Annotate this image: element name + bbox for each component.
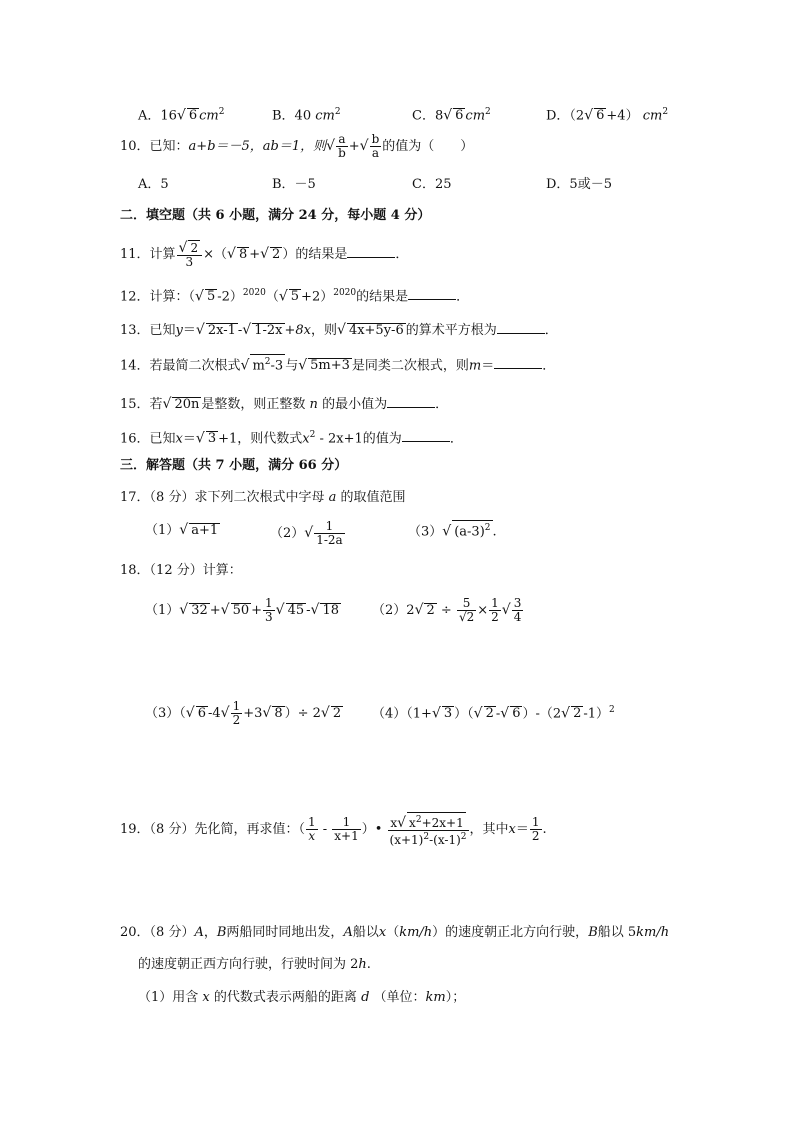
q14-answer-blank[interactable] (494, 356, 542, 369)
question-18: 18．（12 分）计算： (120, 563, 242, 578)
section-2-title: 二．填空题（共 6 小题，满分 24 分，每小题 4 分） (120, 208, 431, 223)
q9-option-c: C．8√ 6 $cm^2$ (412, 107, 491, 124)
q10-option-c: C．25 (412, 177, 452, 192)
q15-answer-blank[interactable] (387, 395, 435, 408)
section-3-title: 三．解答题（共 7 小题，满分 66 分） (120, 458, 348, 473)
question-14: 14．若最简二次根式√ $m^2-3$ 与√ 5m+3 是同类二次根式，则m＝ ． (120, 354, 555, 376)
q10-option-d: D．5或－5 (546, 177, 612, 192)
question-16: 16．已知x＝√ 3 +1，则代数式$x^2 - 2x+1$的值为 ． (120, 430, 463, 447)
q11-answer-blank[interactable] (347, 245, 395, 258)
q18-part-1: （1）√ 32 +√ 50 + $\frac{1}{3}$ √ 45 -√ 18 (145, 596, 340, 624)
question-13: 13．已知y＝√ 2x-1 -√ 1-2x +8x，则√ 4x+5y-6 的算术平方根为 ． (120, 322, 558, 338)
q9-option-b: B．40 $cm^2$ (272, 107, 341, 124)
question-19: 19．（8 分）先化简，再求值：（ $\frac{1}{x}$ - $\frac{1}{x+1}$ ）• $\frac{x√ x^2+2x+1}{(x+1)^2-(x-1)^2}$ ，其中x＝ $\frac{1}{2}$ . (120, 812, 547, 847)
question-17: 17．（8 分）求下列二次根式中字母 a 的取值范围 (120, 490, 406, 505)
q18-part-4: （4）（1+√ 3 ）（√ 2 -√ 6 ）-（2√ 2 -1）$^2$ (372, 705, 615, 722)
q17-part-3: （3）√ $(a-3)^2$ . (408, 520, 497, 542)
q18-part-3: （3）（√ 6 -4√ $\frac{1}{2}$ +3√ 8 ）÷ 2√ 2 (145, 699, 342, 727)
question-11: 11．计算 $\frac{√ 2}{3}$ ×（√ 8 +√ 2 ）的结果是 ． (120, 240, 409, 269)
q17-part-1: （1）√ a+1 (145, 522, 219, 538)
q12-answer-blank[interactable] (408, 287, 456, 300)
q10-option-a: A．5 (138, 177, 169, 192)
q16-answer-blank[interactable] (402, 429, 450, 442)
q9-option-a: A．16√ 6 $cm^2$ (138, 107, 225, 124)
q18-part-2: （2）2√ 2 ÷ $\frac{5}{√2}$ × $\frac{1}{2}$ √ $\frac{3}{4}$ (372, 596, 522, 624)
question-20-line-3: （1）用含 x 的代数式表示两船的距离 d （单位：km）； (138, 990, 466, 1005)
q13-answer-blank[interactable] (497, 321, 545, 334)
q9-option-d: D．（2√ 6 +4） $cm^2$ (546, 107, 669, 124)
question-12: 12．计算：（√ 5 -2）$^{2020}$（√ 5 +2）$^{2020}$的结果是 ． (120, 288, 470, 305)
question-15: 15．若√ 20n 是整数，则正整数 n 的最小值为 ． (120, 396, 449, 412)
q19-big-fraction: $\frac{x√ x^2+2x+1}{(x+1)^2-(x-1)^2}$ (388, 812, 469, 847)
question-10: 10．已知：a+b＝－5，ab＝1，则√ $\frac{a}{b}$ +√ $\frac{b}{a}$ 的值为（ ） (120, 132, 474, 160)
question-20-line-2: 的速度朝正西方向行驶，行驶时间为 2h. (138, 957, 371, 972)
q17-part-2: （2）√ $\frac{1}{1-2a}$ (270, 519, 343, 547)
q10-option-b: B．－5 (272, 177, 316, 192)
question-20-line-1: 20．（8 分）A，B两船同时同地出发，A船以x（km/h）的速度朝正北方向行驶，B船以 5km/h (120, 925, 670, 940)
